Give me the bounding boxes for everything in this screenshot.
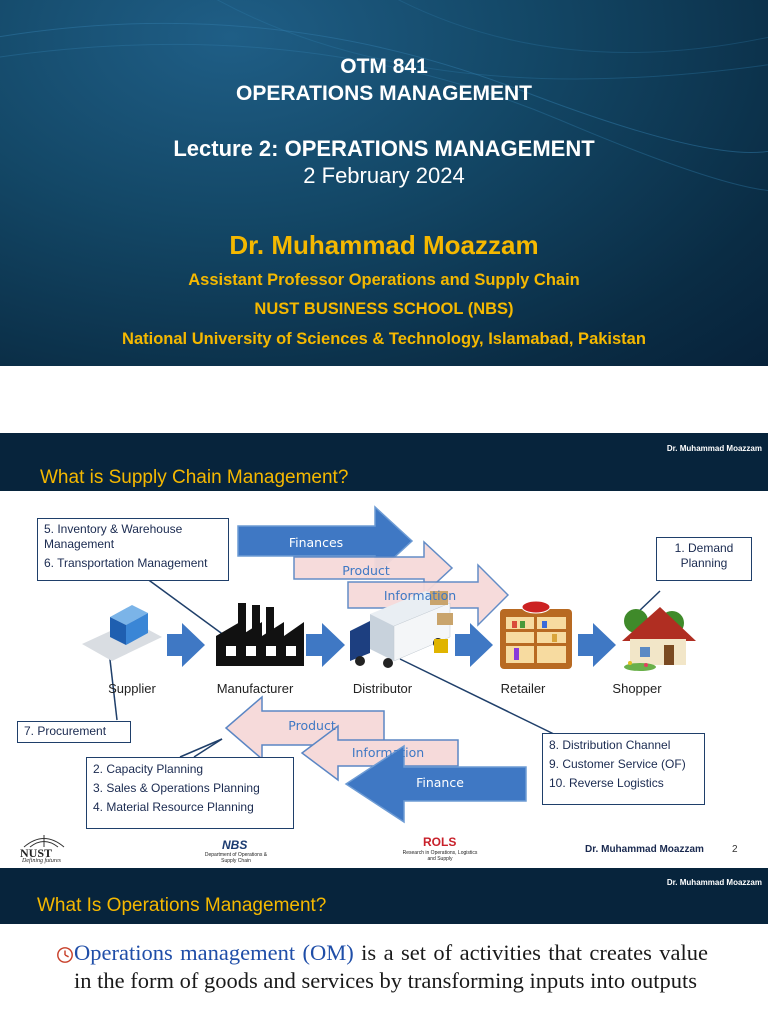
nbs-subtitle: Department of Operations & Supply Chain — [204, 852, 268, 864]
callout-demand-planning — [656, 537, 752, 581]
rols-logo: ROLS — [423, 835, 457, 849]
supply-chain-slide — [0, 433, 768, 865]
presenter-name: Dr. Muhammad Moazzam — [229, 230, 539, 260]
entity-shopper: Shopper — [612, 681, 662, 696]
nbs-logo: NBS — [222, 838, 248, 852]
callout-line: 3. Sales & Operations Planning — [93, 781, 260, 795]
connector-line — [180, 739, 222, 757]
presenter-designation: Assistant Professor Operations and Supply Chain — [188, 271, 580, 289]
rols-subtitle: Research in Operations, Logistics and Supply — [402, 850, 478, 862]
clock-bullet-icon — [56, 946, 74, 964]
callout-planning — [86, 757, 294, 829]
slide-title: What Is Operations Management? — [37, 895, 327, 916]
chain-arrow — [578, 623, 616, 667]
callout-inventory-transport — [37, 518, 229, 581]
factory-icon — [216, 603, 304, 666]
flow-label-finances: Finances — [288, 535, 344, 550]
university-name: National University of Sciences & Technology, Islamabad, Pakistan — [122, 330, 646, 348]
entity-manufacturer: Manufacturer — [216, 681, 294, 696]
callout-line: 4. Material Resource Planning — [93, 800, 254, 814]
callout-line: 9. Customer Service (OF) — [549, 757, 686, 771]
callout-line: 8. Distribution Channel — [549, 738, 671, 752]
connector-line — [400, 659, 560, 737]
chain-arrow — [167, 623, 205, 667]
entity-retailer: Retailer — [500, 681, 546, 696]
chain-arrow — [455, 623, 493, 667]
page-number: 2 — [732, 844, 738, 855]
flow-label-information: Information — [383, 588, 457, 603]
callout-procurement — [17, 721, 131, 743]
house-icon — [622, 607, 696, 671]
school-name: NUST BUSINESS SCHOOL (NBS) — [254, 300, 514, 318]
bullet-term: Operations management (OM) — [74, 940, 354, 965]
lecture-title: Lecture 2: OPERATIONS MANAGEMENT — [173, 136, 595, 161]
bullet-body: is a set of activities that creates value in the form of goods and services by transforming inputs into outputs — [74, 940, 708, 993]
operations-management-slide — [0, 868, 768, 1024]
callout-line: 6. Transportation Management — [44, 556, 208, 570]
slide-title: What is Supply Chain Management? — [40, 467, 349, 488]
callout-line: 10. Reverse Logistics — [549, 776, 664, 790]
callout-line: 7. Procurement — [24, 724, 107, 738]
header-author: Dr. Muhammad Moazzam — [666, 444, 762, 453]
course-name: OPERATIONS MANAGEMENT — [236, 82, 532, 105]
flow-label-finance-back: Finance — [416, 775, 464, 790]
bullet-definition — [74, 939, 708, 995]
title-slide — [0, 0, 768, 366]
nust-logo: NUST — [20, 846, 53, 860]
slide-header — [0, 868, 768, 924]
footer-author: Dr. Muhammad Moazzam — [585, 844, 704, 855]
entity-supplier: Supplier — [108, 681, 156, 696]
callout-line: 1. Demand Planning — [674, 541, 734, 570]
course-code: OTM 841 — [340, 55, 428, 78]
callout-line: 2. Capacity Planning — [93, 762, 204, 776]
flow-label-product: Product — [342, 563, 390, 578]
slide-header — [0, 433, 768, 491]
chain-arrow — [306, 623, 345, 667]
supplier-icon — [82, 605, 162, 661]
flow-label-information-back: Information — [351, 745, 425, 760]
shop-icon — [500, 601, 572, 669]
nust-tagline: Defining futures — [22, 858, 61, 864]
connector-line — [194, 739, 222, 757]
flow-label-product-back: Product — [288, 718, 336, 733]
callout-line: 5. Inventory & Warehouse Management — [44, 522, 183, 551]
lecture-date: 2 February 2024 — [303, 163, 465, 188]
callout-distribution — [542, 733, 705, 805]
entity-distributor: Distributor — [352, 681, 413, 696]
header-author: Dr. Muhammad Moazzam — [666, 878, 762, 887]
